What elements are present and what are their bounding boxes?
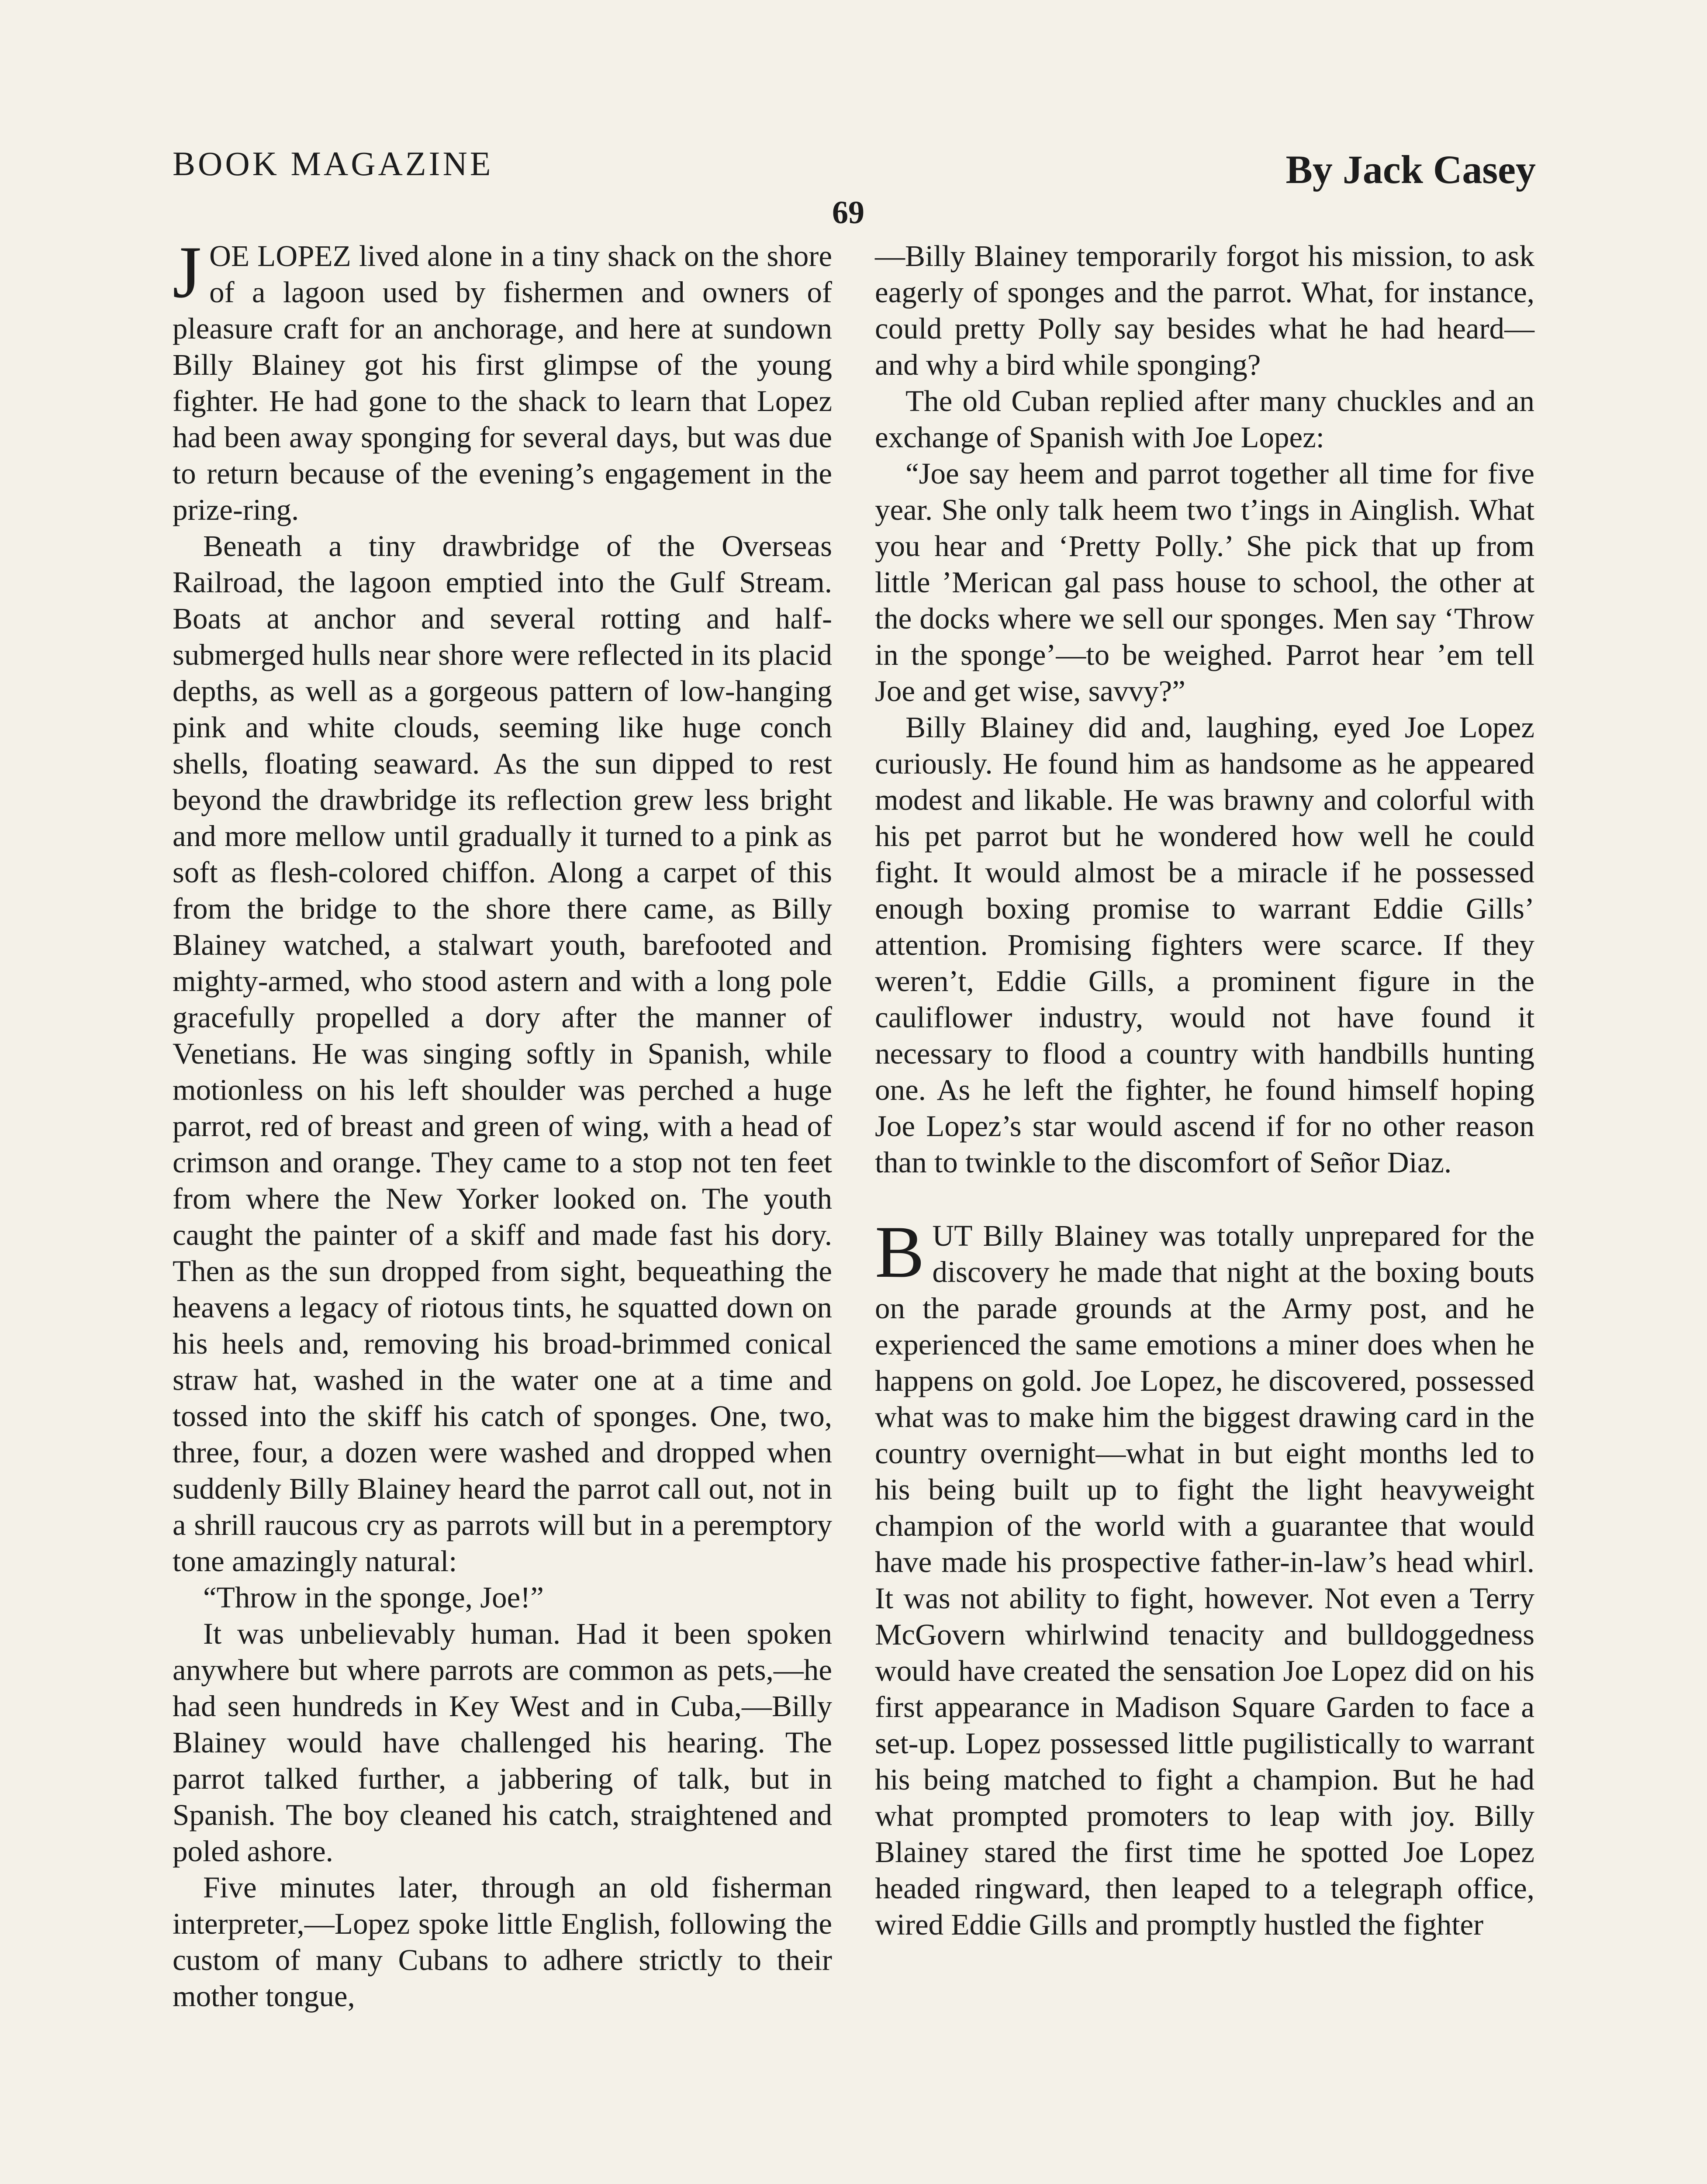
- paragraph: “Joe say heem and parrot together all time for five year. She only talk heem two t’ings in Ainglish. What you hear and ‘Pretty Polly.’ She pick that up from little ’Merican gal pass house to school, the other at the docks where we sell our sponges. Men say ‘Throw in the sponge’—to be weighed. Parrot hear ’em tell Joe and get wise, savvy?”: [875, 457, 1534, 708]
- drop-cap: B: [875, 1211, 925, 1293]
- left-column: [173, 231, 832, 2015]
- right-column: [875, 238, 1534, 1943]
- paragraph: “Throw in the sponge, Joe!”: [203, 1581, 544, 1614]
- paragraph: —Billy Blainey temporarily forgot his mission, to ask eagerly of sponges and the parrot. What, for instance, could pretty Polly say besides what he had heard—and why a bird while sponging?: [875, 239, 1534, 381]
- author-byline: By Jack Casey: [1285, 147, 1536, 192]
- paragraph: [875, 1211, 1534, 1943]
- paragraph: It was unbelievably human. Had it been spoken anywhere but where parrots are common as pets,—he had seen hundreds in Key West and in Cuba,—Billy Blainey would have challenged his hearing. The parrot talked further, a jabbering of talk, but in Spanish. The boy cleaned his catch, straightened and poled ashore.: [173, 1617, 832, 1868]
- paragraph-text: OE LOPEZ lived alone in a tiny shack on the shore of a lagoon used by fishermen and owners of pleasure craft for an anchorage, and here at sundown Billy Blainey got his first glimpse of the young fighter. He had gone to the shack to learn that Lopez had been away sponging for several days, but was due to return because of the evening’s engagement in the prize-ring.: [173, 239, 832, 526]
- paragraph: Billy Blainey did and, laughing, eyed Joe Lopez curiously. He found him as handsome as he appeared modest and likable. He was brawny and colorful with his pet parrot but he wondered how well he could fight. It would almost be a miracle if he possessed enough boxing promise to warrant Eddie Gills’ attention. Promising fighters were scarce. If they weren’t, Eddie Gills, a prominent figure in the cauliflower industry, would not have found it necessary to flood a country with handbills hunting one. As he left the fighter, he found himself hoping Joe Lopez’s star would ascend if for no other reason than to twinkle to the discomfort of Señor Diaz.: [875, 711, 1534, 1179]
- paragraph: The old Cuban replied after many chuckles and an exchange of Spanish with Joe Lopez:: [875, 384, 1534, 454]
- paragraph-text: UT Billy Blainey was totally unprepared for the discovery he made that night at the boxing bouts on the parade grounds at the Army post, and he experienced the same emotions a miner does when he happens on gold. Joe Lopez, he discovered, possessed what was to make him the biggest drawing card in the country overnight—what in but eight months led to his being built up to fight the light heavyweight champion of the world with a guarantee that would have made his prospective father-in-law’s head whirl. It was not ability to fight, however. Not even a Terry McGovern whirlwind tenacity and bulldoggedness would have created the sensation Joe Lopez did on his first appearance in Madison Square Garden to face a set-up. Lopez possessed little pugilistically to warrant his being matched to fight a champion. But he had what prompted promoters to leap with joy. Billy Blainey stared the first time he spotted Joe Lopez headed ringward, then leaped to a telegraph office, wired Eddie Gills and promptly hustled the fighter: [875, 1219, 1534, 1941]
- magazine-title: BOOK MAGAZINE: [173, 145, 494, 183]
- page-number: 69: [832, 195, 864, 231]
- paragraph: Five minutes later, through an old fisherman interpreter,—Lopez spoke little English, following the custom of many Cubans to adhere strictly to their mother tongue,: [173, 1871, 832, 2013]
- drop-cap: J: [173, 231, 202, 313]
- paragraph: Beneath a tiny drawbridge of the Overseas Railroad, the lagoon emptied into the Gulf Stream. Boats at anchor and several rotting and half-submerged hulls near shore were reflected in its placid depths, as well as a gorgeous pattern of low-hanging pink and white clouds, seeming like huge conch shells, floating seaward. As the sun dipped to rest beyond the drawbridge its reflection grew less bright and more mellow until gradually it turned to a pink as soft as flesh-colored chiffon. Along a carpet of this from the bridge to the shore there came, as Billy Blainey watched, a stalwart youth, barefooted and mighty-armed, who stood astern and with a long pole gracefully propelled a dory after the manner of Venetians. He was singing softly in Spanish, while motionless on his left shoulder was perched a huge parrot, red of breast and green of wing, with a head of crimson and orange. They came to a stop not ten feet from where the New Yorker looked on. The youth caught the painter of a skiff and made fast his dory. Then as the sun dropped from sight, bequeathing the heavens a legacy of riotous tints, he squatted down on his heels and, removing his broad-brimmed conical straw hat, washed in the water one at a time and tossed into the skiff his catch of sponges. One, two, three, four, a dozen were washed and dropped when suddenly Billy Blainey heard the parrot call out, not in a shrill raucous cry as parrots will but in a peremptory tone amazingly natural:: [173, 529, 832, 1578]
- paragraph: [173, 231, 832, 528]
